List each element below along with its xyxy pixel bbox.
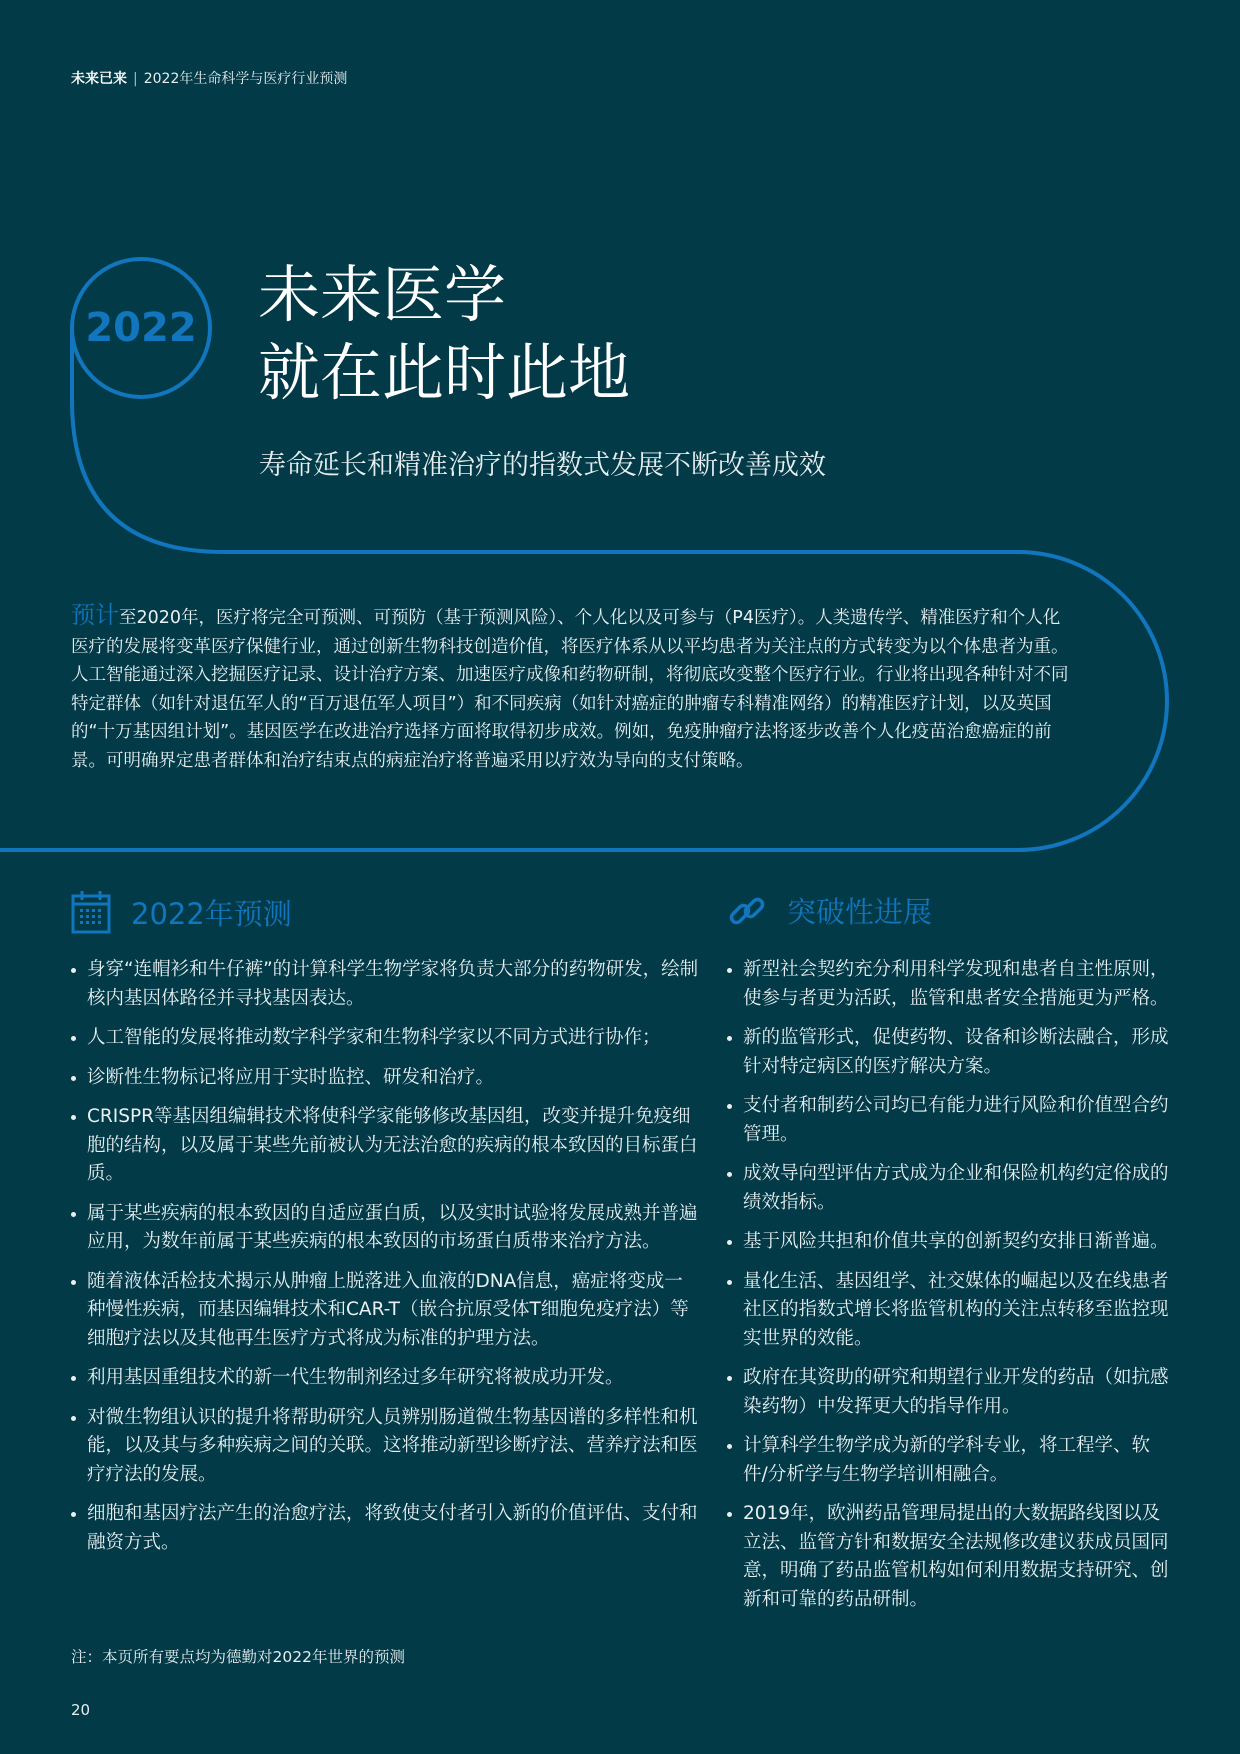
list-item: 量化生活、基因组学、社交媒体的崛起以及在线患者社区的指数式增长将监管机构的关注点转移至监控现实世界的效能。	[727, 1268, 1172, 1354]
breakthroughs-list	[727, 956, 1172, 1625]
list-item: 随着液体活检技术揭示从肿瘤上脱落进入血液的DNA信息，癌症将变成一种慢性疾病，而基因编辑技术和CAR-T（嵌合抗原受体T细胞免疫疗法）等细胞疗法以及其他再生医疗方式将成为标准的护理方法。	[71, 1268, 699, 1354]
list-item: 计算科学生物学成为新的学科专业，将工程学、软件/分析学与生物学培训相融合。	[727, 1432, 1172, 1489]
list-item: 对微生物组认识的提升将帮助研究人员辨别肠道微生物基因谱的多样性和机能，以及其与多种疾病之间的关联。这将推动新型诊断疗法、营养疗法和医疗疗法的发展。	[71, 1404, 699, 1490]
list-item: CRISPR等基因组编辑技术将使科学家能够修改基因组，改变并提升免疫细胞的结构，以及属于某些先前被认为无法治愈的疾病的根本致因的目标蛋白质。	[71, 1103, 699, 1189]
list-item: 成效导向型评估方式成为企业和保险机构约定俗成的绩效指标。	[727, 1160, 1172, 1217]
list-item: 新型社会契约充分利用科学发现和患者自主性原则，使参与者更为活跃，监管和患者安全措施更为严格。	[727, 956, 1172, 1013]
title-line-1: 未来医学	[258, 258, 507, 331]
page-subtitle: 寿命延长和精准治疗的指数式发展不断改善成效	[259, 450, 826, 481]
list-item: 新的监管形式，促使药物、设备和诊断法融合，形成针对特定病区的医疗解决方案。	[727, 1024, 1172, 1081]
page-number: 20	[71, 1701, 91, 1719]
list-item: 政府在其资助的研究和期望行业开发的药品（如抗感染药物）中发挥更大的指导作用。	[727, 1364, 1172, 1421]
predictions-list	[71, 956, 699, 1568]
year-badge: 2022	[85, 305, 197, 351]
predictions-heading-label: 2022年预测	[131, 896, 292, 931]
footnote: 注：本页所有要点均为德勤对2022年世界的预测	[71, 1648, 405, 1666]
list-item: 身穿“连帽衫和牛仔裤”的计算科学生物学家将负责大部分的药物研发，绘制核内基因体路径并寻找基因表达。	[71, 956, 699, 1013]
header-report-title: 2022年生命科学与医疗行业预测	[143, 71, 348, 87]
calendar-icon	[71, 890, 111, 934]
list-item: 人工智能的发展将推动数字科学家和生物科学家以不同方式进行协作；	[71, 1024, 699, 1053]
list-item: 利用基因重组技术的新一代生物制剂经过多年研究将被成功开发。	[71, 1364, 699, 1393]
intro-body: 至2020年，医疗将完全可预测、可预防（基于预测风险）、个人化以及可参与（P4医疗）。人类遗传学、精准医疗和个人化医疗的发展将变革医疗保健行业，通过创新生物科技创造价值，将医疗体系从以平均患者为关注点的方式转变为以个体患者为重。人工智能通过深入挖掘医疗记录、设计治疗方案、加速医疗成像和药物研制，将彻底改变整个医疗行业。行业将出现各种针对不同特定群体（如针对退伍军人的“百万退伍军人项目”）和不同疾病（如针对癌症的肿瘤专科精准网络）的精准医疗计划，以及英国的“十万基因组计划”。基因医学在改进治疗选择方面将取得初步成效。例如，免疫肿瘤疗法将逐步改善个人化疫苗治愈癌症的前景。可明确界定患者群体和治疗结束点的病症治疗将普遍采用以疗效为导向的支付策略。	[71, 608, 1069, 771]
predictions-heading	[71, 890, 292, 934]
breakthroughs-heading-label: 突破性进展	[787, 895, 933, 929]
list-item: 属于某些疾病的根本致因的自适应蛋白质，以及实时试验将发展成熟并普遍应用，为数年前属于某些疾病的根本致因的市场蛋白质带来治疗方法。	[71, 1200, 699, 1257]
page-title	[258, 256, 630, 412]
header-brand: 未来已来	[71, 71, 127, 87]
header-separator: |	[133, 71, 138, 87]
list-item: 诊断性生物标记将应用于实时监控、研发和治疗。	[71, 1064, 699, 1093]
title-line-2: 就在此时此地	[258, 336, 631, 409]
list-item: 2019年，欧洲药品管理局提出的大数据路线图以及立法、监管方针和数据安全法规修改建议获成员国同意，明确了药品监管机构如何利用数据支持研究、创新和可靠的药品研制。	[727, 1500, 1172, 1614]
link-icon	[727, 891, 767, 931]
list-item: 支付者和制药公司均已有能力进行风险和价值型合约管理。	[727, 1092, 1172, 1149]
list-item: 细胞和基因疗法产生的治愈疗法，将致使支付者引入新的价值评估、支付和融资方式。	[71, 1500, 699, 1557]
breakthroughs-heading	[727, 890, 932, 931]
intro-paragraph	[71, 601, 1071, 775]
intro-lead-word: 预计	[71, 601, 119, 629]
list-item: 基于风险共担和价值共享的创新契约安排日渐普遍。	[727, 1228, 1172, 1257]
